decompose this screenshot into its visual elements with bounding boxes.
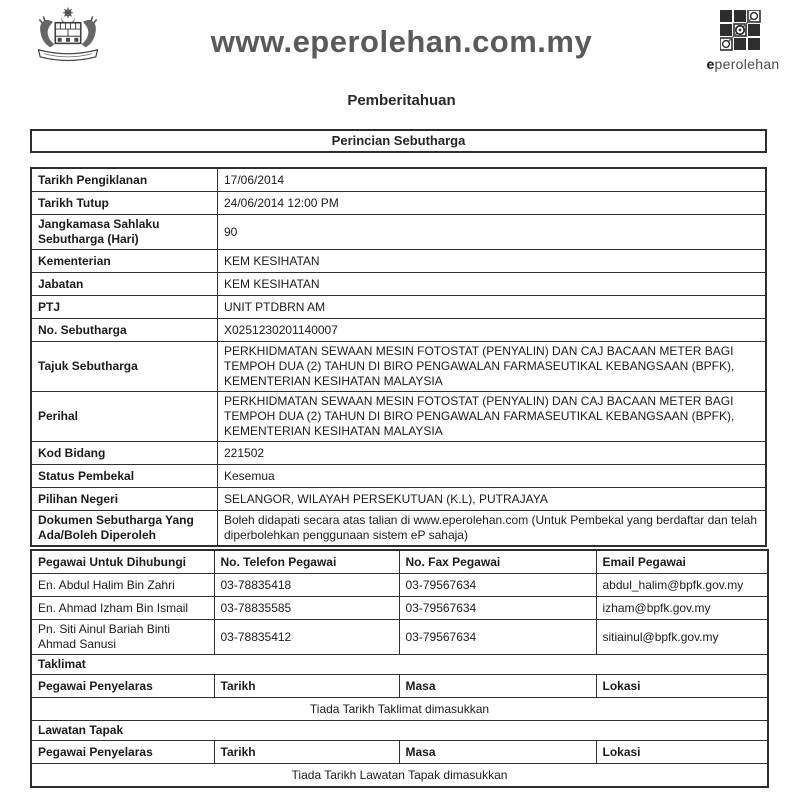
eperolehan-grid-icon [720,10,766,54]
row-label: Kementerian [31,250,218,273]
lawatan-tapak-section-title: Lawatan Tapak [31,721,768,741]
row-value: SELANGOR, WILAYAH PERSEKUTUAN (K.L), PUTRAJAYA [218,488,767,511]
table-row [31,392,766,442]
contact-row [31,574,768,597]
contact-email: abdul_halim@bpfk.gov.my [596,574,768,597]
row-value: PERKHIDMATAN SEWAAN MESIN FOTOSTAT (PENYALIN) DAN CAJ BACAAN METER BAGI TEMPOH DUA (2) TAHUN DI BIRO PENGAWALAN FARMASEUTIKAL KEBANGSAAN (BPFK), KEMENTERIAN KESIHATAN MALAYSIA [218,392,767,442]
eperolehan-logo-text [699,56,787,72]
contact-email: izham@bpfk.gov.my [596,597,768,620]
row-label: Kod Bidang [31,442,218,465]
site-url-text: www.eperolehan.com.my [210,24,593,59]
lawatan-tapak-empty-row [31,764,768,788]
column-header: Email Pegawai [596,550,768,574]
contact-row [31,597,768,620]
column-header: Pegawai Penyelaras [31,741,214,764]
logo-text-e: e [706,56,715,72]
taklimat-section-row [31,655,768,675]
contact-fax: 03-79567634 [399,620,596,655]
contact-name: En. Abdul Halim Bin Zahri [31,574,214,597]
contacts-and-events-table [30,549,769,788]
taklimat-header-row [31,675,768,698]
row-label: PTJ [31,296,218,319]
contacts-header-row [31,550,768,574]
contact-phone: 03-78835418 [214,574,399,597]
contact-fax: 03-79567634 [399,574,596,597]
column-header: Tarikh [214,675,399,698]
row-value: PERKHIDMATAN SEWAAN MESIN FOTOSTAT (PENYALIN) DAN CAJ BACAAN METER BAGI TEMPOH DUA (2) TAHUN DI BIRO PENGAWALAN FARMASEUTIKAL KEBANGSAAN (BPFK), KEMENTERIAN KESIHATAN MALAYSIA [218,342,767,392]
table-row [31,488,766,511]
row-value: KEM KESIHATAN [218,273,767,296]
column-header: No. Telefon Pegawai [214,550,399,574]
contact-phone: 03-78835585 [214,597,399,620]
taklimat-section-title: Taklimat [31,655,768,675]
row-value: Boleh didapati secara atas talian di www.eperolehan.com (Untuk Pembekal yang berdaftar dan telah diperbolehkan penggunaan sistem eP sahaja) [218,511,767,547]
table-row [31,192,766,215]
column-header: Pegawai Penyelaras [31,675,214,698]
row-label: Jangkamasa Sahlaku Sebutharga (Hari) [31,215,218,250]
row-value: Kesemua [218,465,767,488]
table-row [31,168,766,192]
eperolehan-logo [699,10,787,72]
logo-text-rest: perolehan [714,56,780,72]
table-row [31,250,766,273]
lawatan-tapak-section-row [31,721,768,741]
row-value: X0251230201140007 [218,319,767,342]
quotation-details-table [30,167,767,547]
row-value: 24/06/2014 12:00 PM [218,192,767,215]
table-row [31,442,766,465]
contact-name: En. Ahmad Izham Bin Ismail [31,597,214,620]
row-value: KEM KESIHATAN [218,250,767,273]
contact-fax: 03-79567634 [399,597,596,620]
row-label: No. Sebutharga [31,319,218,342]
row-label: Tarikh Tutup [31,192,218,215]
taklimat-empty-message: Tiada Tarikh Taklimat dimasukkan [31,698,768,721]
row-value: UNIT PTDBRN AM [218,296,767,319]
row-label: Tajuk Sebutharga [31,342,218,392]
row-label: Perihal [31,392,218,442]
table-row [31,215,766,250]
column-header: Masa [399,675,596,698]
row-label: Pilihan Negeri [31,488,218,511]
row-label: Dokumen Sebutharga Yang Ada/Boleh Diperoleh [31,511,218,547]
row-value: 90 [218,215,767,250]
section-title-bar [30,129,767,153]
lawatan-tapak-empty-message: Tiada Tarikh Lawatan Tapak dimasukkan [31,764,768,788]
column-header: Lokasi [596,741,768,764]
table-row [31,511,766,547]
column-header: No. Fax Pegawai [399,550,596,574]
contact-email: sitiainul@bpfk.gov.my [596,620,768,655]
row-value: 17/06/2014 [218,168,767,192]
table-row [31,319,766,342]
lawatan-tapak-header-row [31,741,768,764]
table-row [31,465,766,488]
row-label: Status Pembekal [31,465,218,488]
column-header: Pegawai Untuk Dihubungi [31,550,214,574]
contact-name: Pn. Siti Ainul Bariah Binti Ahmad Sanusi [31,620,214,655]
contact-row [31,620,768,655]
column-header: Lokasi [596,675,768,698]
section-title: Perincian Sebutharga [331,133,466,148]
table-row [31,342,766,392]
row-value: 221502 [218,442,767,465]
row-label: Tarikh Pengiklanan [31,168,218,192]
page-title: Pemberitahuan [347,92,456,109]
column-header: Masa [399,741,596,764]
column-header: Tarikh [214,741,399,764]
contact-phone: 03-78835412 [214,620,399,655]
table-row [31,296,766,319]
taklimat-empty-row [31,698,768,721]
row-label: Jabatan [31,273,218,296]
table-row [31,273,766,296]
